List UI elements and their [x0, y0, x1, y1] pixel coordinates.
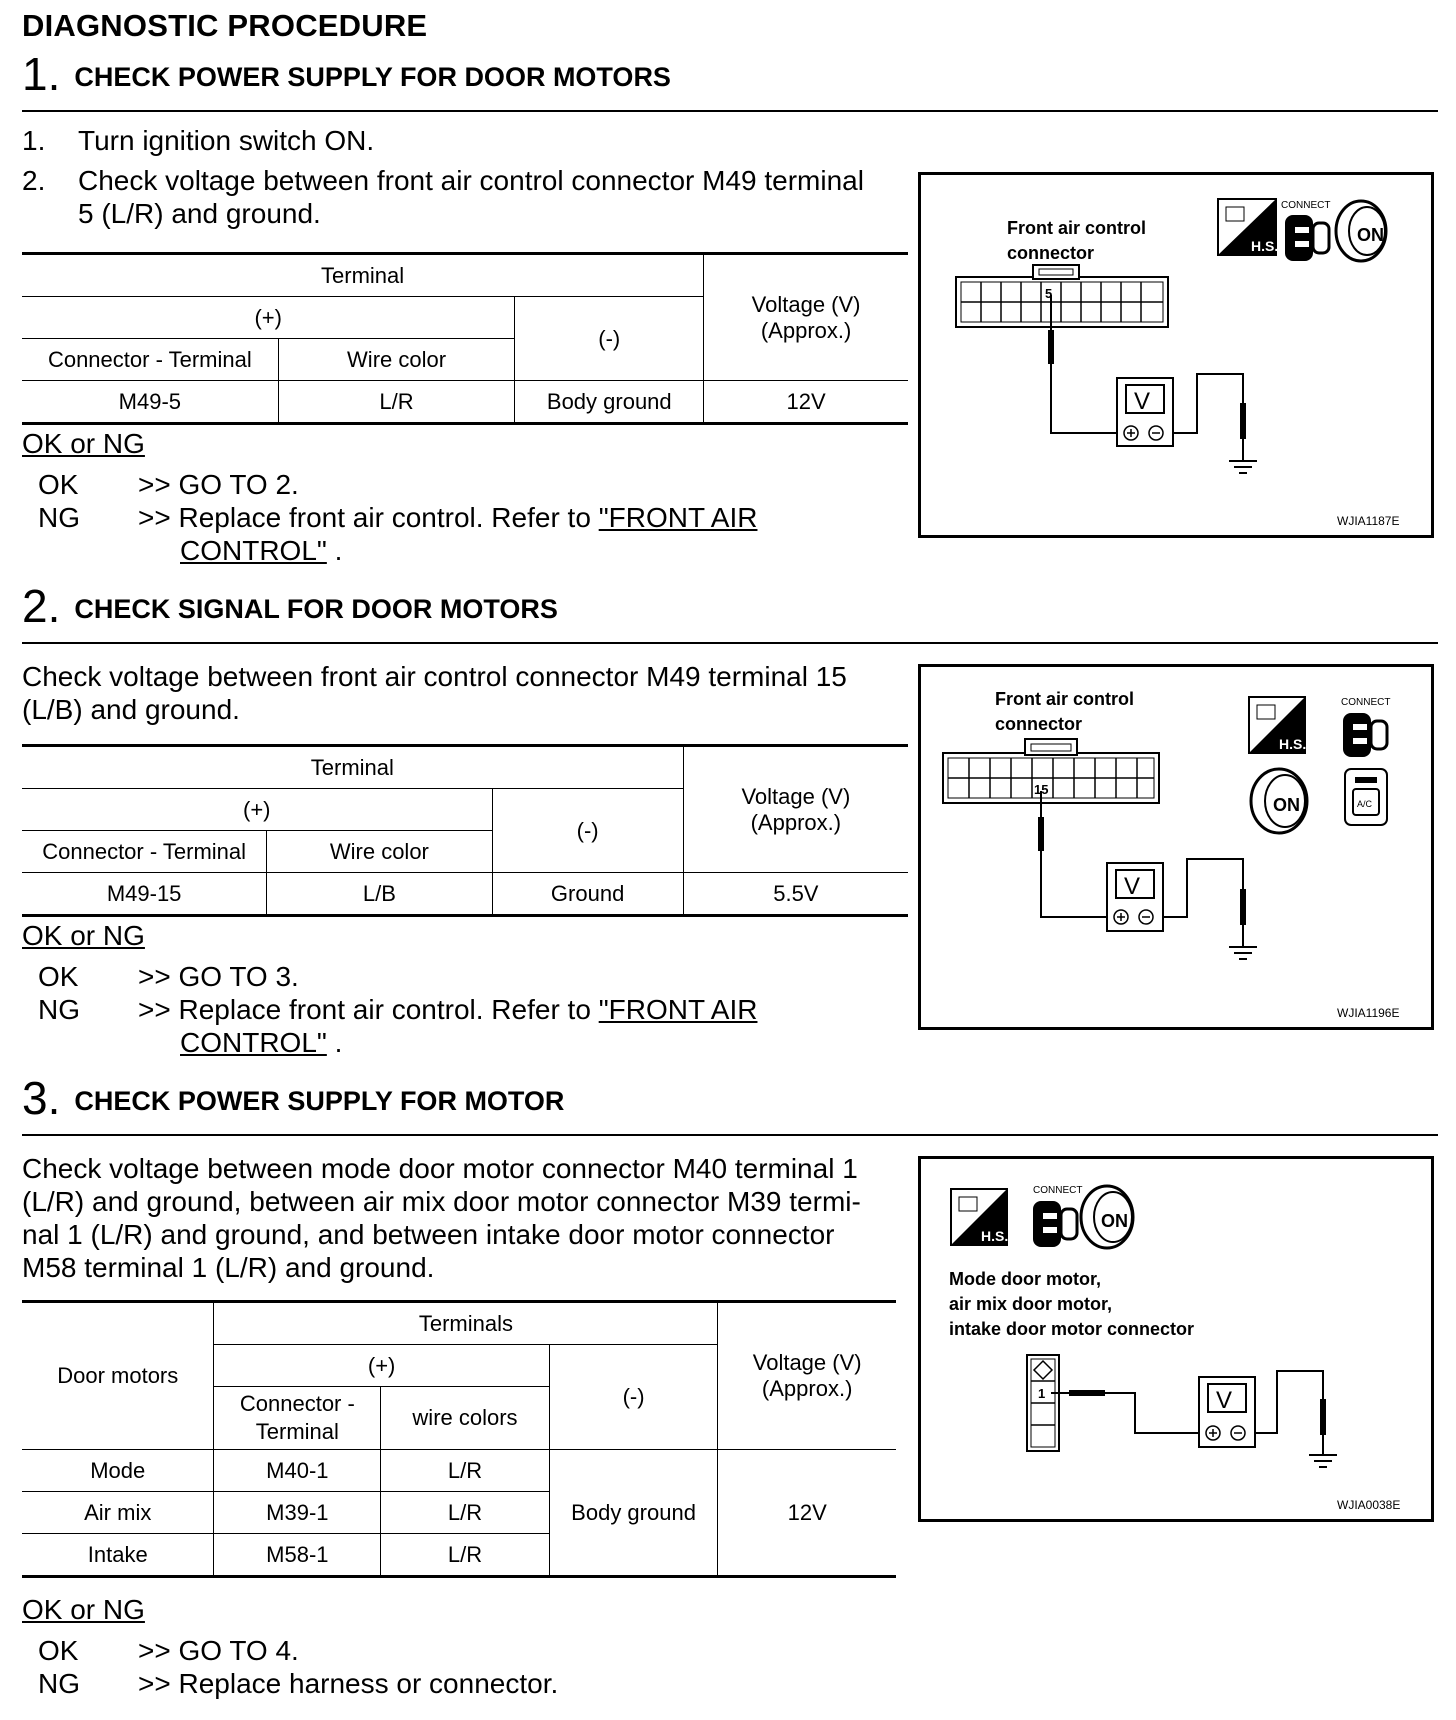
step-2-instructions: Check voltage between front air control connector M49 terminal 15 (L/B) and ground. [22, 661, 847, 725]
ground-probe [1240, 889, 1246, 925]
ok-ng-results: OK >> GO TO 3. NG >> Replace front air control. Refer to "FRONT AIR CONTROL" . [38, 961, 758, 1058]
step-1-table [22, 252, 908, 425]
table-row: M49-5 L/R Body ground 12V [22, 381, 908, 424]
ground-probe [1320, 1399, 1326, 1435]
svg-text:Front air control: Front air control [1007, 218, 1146, 238]
svg-text:V: V [1124, 873, 1141, 900]
header-cell: Terminal [22, 746, 683, 789]
voltmeter [1107, 863, 1163, 931]
hs-icon [951, 1189, 1008, 1245]
table-row: Intake M58-1 L/R [22, 1534, 896, 1577]
ok-ng-results: OK >> GO TO 4. NG >> Replace harness or connector. [38, 1635, 559, 1699]
svg-text:A/C: A/C [1357, 799, 1373, 809]
table-row: Air mix M39-1 L/R [22, 1492, 896, 1534]
svg-text:WJIA1196E: WJIA1196E [1337, 1006, 1400, 1020]
figure-1 [918, 172, 1434, 538]
header-cell: Wire color [278, 339, 515, 381]
motor-power-supply-diagram [921, 1159, 1431, 1519]
ok-ng-heading: OK or NG [22, 920, 145, 951]
ac-switch-icon [1345, 769, 1387, 825]
voltmeter [1117, 378, 1173, 446]
table-row: M49-15 L/B Ground 5.5V [22, 873, 908, 916]
connector-m49 [956, 265, 1168, 327]
header-cell: Connector - Terminal [22, 339, 278, 381]
svg-text:ON: ON [1273, 795, 1300, 815]
probe [1038, 817, 1044, 851]
header-cell: Door motors [22, 1302, 214, 1450]
header-cell: Voltage (V) (Approx.) [704, 254, 908, 381]
ground-symbol [1309, 1435, 1337, 1467]
svg-text:V: V [1134, 388, 1151, 415]
ok-ng-heading: OK or NG [22, 1594, 145, 1625]
ok-ng-results: OK >> GO TO 2. NG >> Replace front air control. Refer to "FRONT AIR CONTROL" . [38, 469, 758, 566]
header-cell: (+) [22, 789, 492, 831]
header-cell: (-) [515, 297, 704, 381]
svg-text:connector: connector [995, 714, 1083, 734]
svg-text:H.S.: H.S. [1251, 238, 1279, 254]
ignition-on-icon [1081, 1186, 1133, 1248]
svg-text:H.S.: H.S. [1279, 736, 1307, 752]
header-cell: Terminals [214, 1302, 718, 1345]
divider [22, 642, 1438, 644]
ignition-on-icon [1336, 201, 1386, 261]
svg-text:ON: ON [1101, 1211, 1128, 1231]
svg-text:CONNECT: CONNECT [1281, 200, 1331, 211]
svg-text:WJIA0038E: WJIA0038E [1337, 1498, 1401, 1512]
page-title: DIAGNOSTIC PROCEDURE [22, 8, 428, 43]
svg-text:Front air control: Front air control [995, 689, 1134, 709]
front-air-control-link[interactable]: CONTROL" [180, 1027, 327, 1058]
ignition-on-icon [1251, 769, 1307, 833]
probe [1069, 1390, 1105, 1396]
front-air-control-link[interactable]: "FRONT AIR [598, 502, 758, 533]
hs-icon [1218, 199, 1278, 255]
step-number: 1. [22, 48, 61, 100]
svg-text:5: 5 [1045, 286, 1053, 301]
step-title: CHECK POWER SUPPLY FOR DOOR MOTORS [74, 61, 671, 92]
connect-icon [1341, 697, 1390, 757]
svg-text:CONNECT: CONNECT [1033, 1185, 1083, 1196]
step-1-header [22, 48, 671, 100]
step-2-header [22, 580, 558, 632]
divider [22, 1134, 1438, 1136]
ok-ng-heading: OK or NG [22, 428, 145, 459]
step-title: CHECK POWER SUPPLY FOR MOTOR [74, 1085, 565, 1116]
header-cell: Terminal [22, 254, 704, 297]
divider [22, 110, 1438, 112]
step-number: 3. [22, 1072, 61, 1124]
connect-icon [1033, 1185, 1082, 1247]
header-cell: (-) [549, 1345, 718, 1450]
header-cell: (+) [22, 297, 515, 339]
svg-text:air mix door motor,: air mix door motor, [949, 1294, 1113, 1314]
hs-icon [1249, 697, 1306, 753]
header-cell: (+) [214, 1345, 549, 1387]
header-cell: Voltage (V) (Approx.) [718, 1302, 896, 1450]
ground-symbol [1229, 925, 1257, 959]
step-3-table [22, 1300, 896, 1578]
probe [1048, 330, 1054, 364]
svg-text:Mode door motor,: Mode door motor, [949, 1269, 1101, 1289]
header-cell: (-) [492, 789, 683, 873]
signal-voltage-diagram [921, 667, 1431, 1027]
table-row: Mode M40-1 L/R Body ground 12V [22, 1450, 896, 1492]
motor-connector [1027, 1355, 1059, 1451]
step-number: 2. [22, 580, 61, 632]
step-title: CHECK SIGNAL FOR DOOR MOTORS [74, 593, 558, 624]
header-cell: Connector - Terminal [22, 831, 267, 873]
svg-text:V: V [1216, 1387, 1233, 1414]
header-cell: wire colors [381, 1387, 550, 1450]
figure-2 [918, 664, 1434, 1030]
svg-text:1: 1 [1038, 1386, 1046, 1401]
header-cell: Voltage (V) (Approx.) [683, 746, 908, 873]
svg-text:intake door motor connector: intake door motor connector [949, 1319, 1195, 1339]
front-air-control-voltage-diagram [921, 175, 1431, 535]
ground-probe [1240, 403, 1246, 439]
svg-text:15: 15 [1034, 782, 1049, 797]
svg-text:connector: connector [1007, 243, 1095, 263]
step-3-instructions: Check voltage between mode door motor connector M40 terminal 1 (L/R) and ground, between air mix door motor connector M39 termi- nal 1 (L/R) and ground, and between intake door motor connector M58 terminal 1 (L/R) and ground. [22, 1153, 861, 1283]
voltmeter [1199, 1377, 1255, 1447]
svg-text:ON: ON [1357, 225, 1384, 245]
step-1-instructions: 1. Turn ignition switch ON. 2. Check voltage between front air control connector M49 terminal 5 (L/R) and ground. [22, 125, 864, 229]
header-cell: Connector - Terminal [214, 1387, 381, 1450]
svg-text:CONNECT: CONNECT [1341, 697, 1391, 708]
connect-icon [1281, 200, 1330, 261]
step-2-table [22, 744, 908, 917]
header-cell: Wire color [267, 831, 492, 873]
front-air-control-link[interactable]: "FRONT AIR [598, 994, 758, 1025]
figure-3 [918, 1156, 1434, 1522]
svg-text:H.S.: H.S. [981, 1228, 1009, 1244]
step-3-header [22, 1072, 564, 1124]
ground-symbol [1229, 439, 1257, 473]
connector-m49 [943, 739, 1159, 803]
front-air-control-link[interactable]: CONTROL" [180, 535, 327, 566]
svg-text:WJIA1187E: WJIA1187E [1337, 514, 1400, 528]
